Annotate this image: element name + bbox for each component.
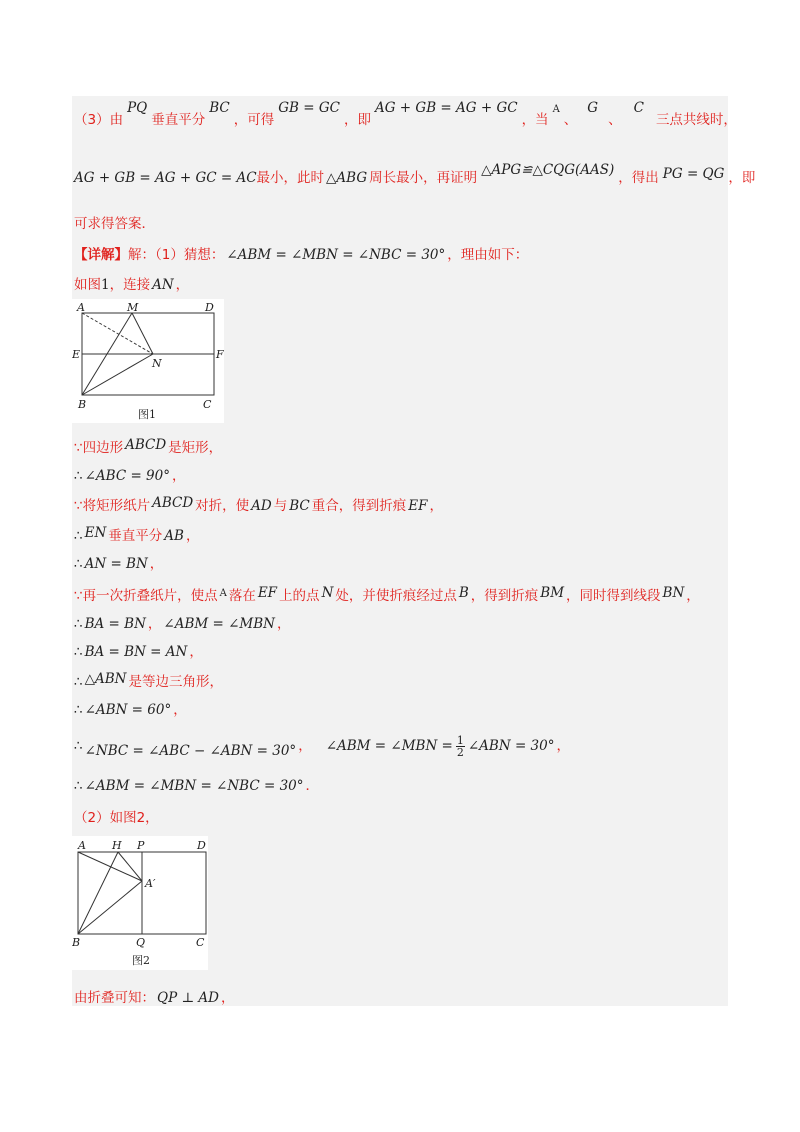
proof-line-12: ∴ ∠ABM = ∠MBN = ∠NBC = 30° ． <box>74 778 320 794</box>
label-f: F <box>216 348 224 361</box>
segment-ha2 <box>118 852 142 881</box>
proof-line-1: ∵四边形 ABCD 是矩形， <box>74 437 223 456</box>
segment-bh <box>78 852 118 934</box>
label-d: D <box>205 301 214 314</box>
figure-2 <box>72 836 208 970</box>
proof-line-7: ∴ BA = BN ， ∠ABM = ∠MBN ， <box>74 616 291 632</box>
segment-mn <box>132 313 153 354</box>
para3-line3: 可求得答案． <box>74 216 155 232</box>
label-c: C <box>196 936 205 949</box>
detail-line: 【详解】解：（1）猜想： ∠ABM = ∠MBN = ∠NBC = 30° ，理由如下： <box>74 247 529 263</box>
label-a: A <box>77 301 85 314</box>
part2-intro: （2）如图2， <box>74 810 159 826</box>
fig1-intro: 如图1，连接 AN ， <box>74 277 190 293</box>
segment-ba2 <box>78 881 142 934</box>
para3-line2: AG + GB = AG + GC = AC最小，此时 △ABG 周长最小，再证明 △APG≌△CQG(AAS) ，得出 PG = QG ，即 <box>74 162 756 186</box>
proof-line-10: ∴ ∠ABN = 60° ， <box>74 702 187 718</box>
figure-2-caption: 图2 <box>132 954 150 967</box>
last-line: 由折叠可知： QP ⊥ AD ， <box>74 990 235 1006</box>
label-e: E <box>72 348 81 361</box>
label-a-prime: A′ <box>145 877 156 890</box>
label-b: B <box>72 936 81 949</box>
label-q: Q <box>136 936 146 949</box>
para3-line1: （3）由PQ垂直平分BC，可得GB = GC，即AG + GB = AG + GC，当$^A$、G、C三点共线时， <box>74 100 737 128</box>
label-a: A <box>78 839 86 852</box>
label-b: B <box>78 398 87 411</box>
proof-line-9: ∴ △ABN 是等边三角形， <box>74 671 223 690</box>
proof-line-2: ∴ ∠ABC = 90° ， <box>74 468 186 484</box>
proof-line-3: ∵将矩形纸片 ABCD 对折，使 AD 与 BC 重合，得到折痕 EF ， <box>74 495 443 514</box>
figure-1-caption: 图1 <box>138 408 156 421</box>
proof-line-8: ∴ BA = BN = AN ， <box>74 644 203 660</box>
fraction-one-half: $\frac{1}{2}$ <box>456 733 464 759</box>
figure-1-diagram <box>72 299 224 423</box>
proof-line-6: ∵再一次折叠纸片，使点 $^A$ 落在 EF 上的点 N 处，并使折痕经过点 B ，得到折痕 BM ，同时得到线段 BN ， <box>74 585 700 604</box>
proof-line-11: ∴ ∠NBC = ∠ABC − ∠ABN = 30° ， ∠ABM = ∠MBN = $\frac{1}{2}$ ∠ABN = 30° ， <box>74 733 570 759</box>
label-p: P <box>137 839 145 852</box>
proof-line-5: ∴ AN = BN ， <box>74 556 164 572</box>
label-d: D <box>197 839 206 852</box>
figure-1 <box>72 299 224 423</box>
figure-2-diagram <box>72 836 208 970</box>
segment-aa2 <box>78 852 142 881</box>
label-n: N <box>152 357 162 370</box>
segment-bn <box>82 354 153 395</box>
label-h: H <box>112 839 122 852</box>
label-m: M <box>127 301 139 314</box>
proof-line-4: ∴ EN 垂直平分 AB ， <box>74 525 200 544</box>
label-c: C <box>203 398 212 411</box>
